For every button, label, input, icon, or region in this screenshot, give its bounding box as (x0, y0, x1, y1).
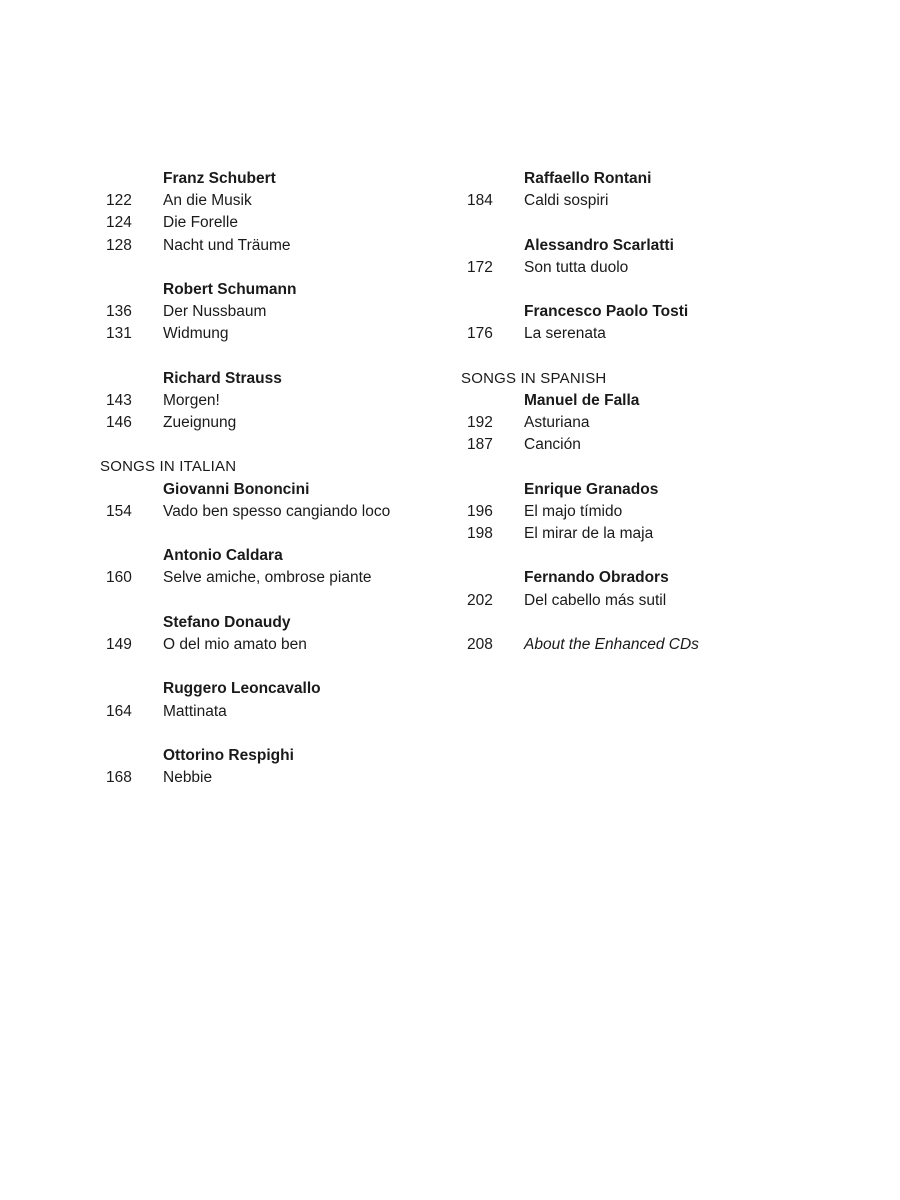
song-entry-vado-ben-spesso-cangiando-loco (100, 501, 460, 523)
song-title: Widmung (163, 325, 229, 343)
section-heading-songs-in-italian (100, 456, 460, 478)
composer-name: Stefano Donaudy (163, 613, 291, 631)
song-title: Caldi sospiri (524, 192, 609, 210)
page-number: 184 (467, 192, 493, 210)
composer-heading-stefano-donaudy (100, 612, 460, 634)
page-number: 131 (106, 325, 132, 343)
page-number: 202 (467, 591, 493, 609)
song-entry-el-mirar-de-la-maja (461, 523, 821, 545)
composer-heading-manuel-de-falla (461, 390, 821, 412)
spacer (100, 523, 460, 545)
song-entry-morgen (100, 390, 460, 412)
spacer (461, 346, 821, 368)
song-entry-cancion (461, 434, 821, 456)
song-entry-widmung (100, 323, 460, 345)
song-title: Selve amiche, ombrose piante (163, 569, 372, 587)
composer-name: Giovanni Bononcini (163, 480, 310, 498)
spacer (100, 723, 460, 745)
song-entry-la-serenata (461, 323, 821, 345)
contents-right-column (461, 168, 821, 656)
composer-name: Francesco Paolo Tosti (524, 303, 689, 321)
spacer (461, 545, 821, 567)
spacer (100, 590, 460, 612)
spacer (461, 212, 821, 234)
song-title: La serenata (524, 325, 606, 343)
composer-heading-enrique-granados (461, 479, 821, 501)
song-entry-el-majo-timido (461, 501, 821, 523)
composer-name: Robert Schumann (163, 280, 297, 298)
composer-heading-raffaello-rontani (461, 168, 821, 190)
page-number: 172 (467, 258, 493, 276)
song-entry-son-tutta-duolo (461, 257, 821, 279)
composer-name: Raffaello Rontani (524, 170, 652, 187)
page-number: 122 (106, 192, 132, 210)
composer-name: Enrique Granados (524, 480, 659, 498)
song-title: O del mio amato ben (163, 635, 307, 653)
song-title: About the Enhanced CDs (524, 635, 699, 653)
song-title: Der Nussbaum (163, 303, 267, 321)
page-number: 124 (106, 214, 132, 232)
composer-heading-francesco-paolo-tosti (461, 301, 821, 323)
song-title: Nacht und Träume (163, 236, 291, 254)
page-number: 196 (467, 502, 493, 520)
page-number: 149 (106, 635, 132, 653)
song-entry-der-nussbaum (100, 301, 460, 323)
composer-heading-ottorino-respighi (100, 745, 460, 767)
composer-heading-fernando-obradors (461, 567, 821, 589)
composer-name: Antonio Caldara (163, 547, 283, 565)
song-title: El majo tímido (524, 502, 623, 520)
song-entry-nacht-und-traume (100, 235, 460, 257)
composer-heading-alessandro-scarlatti (461, 235, 821, 257)
song-title: An die Musik (163, 192, 252, 210)
section-heading-songs-in-spanish (461, 368, 821, 390)
page-number: 136 (106, 303, 132, 321)
spacer (100, 434, 460, 456)
spacer (100, 346, 460, 368)
composer-name: Franz Schubert (163, 170, 276, 187)
composer-heading-franz-schubert (100, 168, 460, 190)
song-title: Del cabello más sutil (524, 591, 667, 609)
page-number: 154 (106, 502, 132, 520)
song-title: Canción (524, 436, 581, 454)
song-entry-asturiana (461, 412, 821, 434)
composer-heading-antonio-caldara (100, 545, 460, 567)
song-entry-die-forelle (100, 212, 460, 234)
composer-heading-ruggero-leoncavallo (100, 678, 460, 700)
song-title: Son tutta duolo (524, 258, 629, 276)
page-number: 143 (106, 391, 132, 409)
song-title: Zueignung (163, 414, 237, 432)
page-number: 146 (106, 414, 132, 432)
composer-name: Ruggero Leoncavallo (163, 680, 321, 698)
page-number: 160 (106, 569, 132, 587)
composer-name: Alessandro Scarlatti (524, 236, 674, 254)
spacer (461, 456, 821, 478)
composer-heading-richard-strauss (100, 368, 460, 390)
song-entry-selve-amiche-ombrose-piante (100, 567, 460, 589)
song-entry-nebbie (100, 767, 460, 789)
spacer (461, 279, 821, 301)
song-title: El mirar de la maja (524, 525, 654, 542)
song-entry-an-die-musik (100, 190, 460, 212)
song-title: Nebbie (163, 769, 213, 787)
page-number: 208 (467, 635, 493, 653)
song-title: Vado ben spesso cangiando loco (163, 502, 391, 520)
composer-name: Fernando Obradors (524, 569, 669, 587)
song-entry-o-del-mio-amato-ben (100, 634, 460, 656)
composer-heading-giovanni-bononcini (100, 479, 460, 501)
composer-name: Manuel de Falla (524, 391, 640, 409)
song-title: Asturiana (524, 414, 590, 432)
song-entry-zueignung (100, 412, 460, 434)
song-entry-mattinata (100, 701, 460, 723)
spacer (461, 612, 821, 634)
page-number: 187 (467, 436, 493, 454)
page-number: 168 (106, 769, 132, 787)
spacer (100, 257, 460, 279)
song-title: Mattinata (163, 702, 227, 720)
page-number: 192 (467, 414, 493, 432)
song-title: Die Forelle (163, 214, 238, 232)
song-entry-about-the-enhanced-cds (461, 634, 821, 656)
page-number: 164 (106, 702, 132, 720)
composer-name: Richard Strauss (163, 369, 282, 387)
song-entry-del-cabello-mas-sutil (461, 590, 821, 612)
song-title: Morgen! (163, 391, 220, 409)
song-entry-caldi-sospiri (461, 190, 821, 212)
section-title: SONGS IN ITALIAN (100, 458, 237, 476)
spacer (100, 656, 460, 678)
page-number: 128 (106, 236, 132, 254)
contents-left-column (100, 168, 460, 789)
composer-name: Ottorino Respighi (163, 746, 294, 764)
page-number: 198 (467, 525, 493, 542)
page-number: 176 (467, 325, 493, 343)
composer-heading-robert-schumann (100, 279, 460, 301)
section-title: SONGS IN SPANISH (461, 369, 607, 387)
